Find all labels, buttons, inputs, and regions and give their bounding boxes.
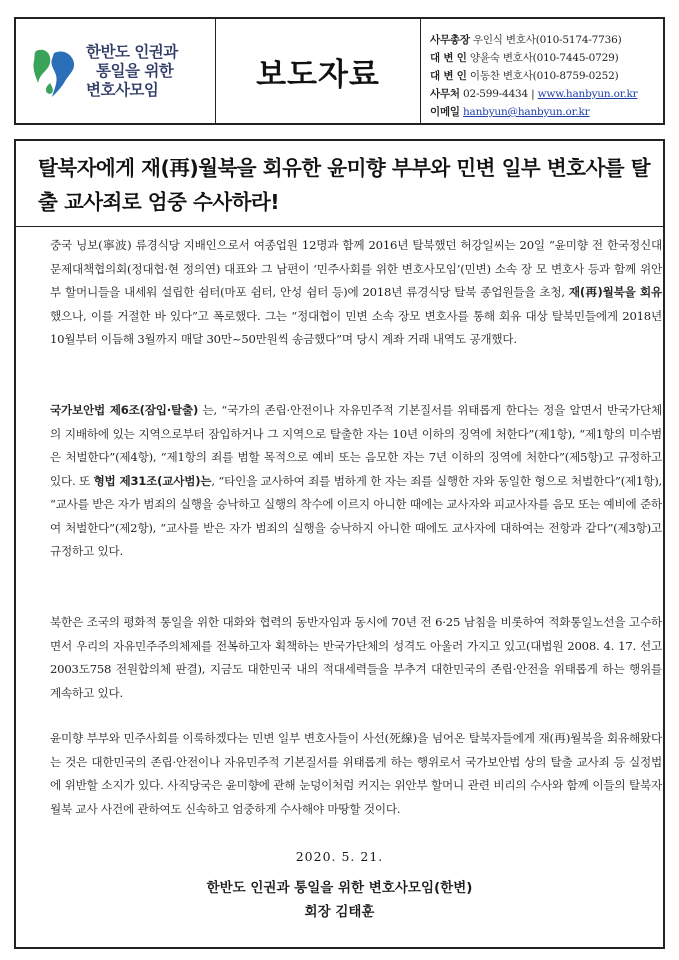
logo-wordmark <box>86 43 178 100</box>
organization-logo <box>16 19 216 123</box>
paragraph-1: 중국 닝보(寧波) 류경식당 지배인으로서 여종업원 12명과 함께 2016년 탈북했던 허강일씨는 20일 “윤미향 전 한국정신대문제대책협의회(정대협·현 정의연) 대표와 그 남편이 ‘민주사회를 위한 변호사모임’(민변) 소속 장 모 변호사 등과 함께 위안부 할머니들을 내세워 설립한 쉼터(마포 쉼터, 안성 쉼터 등)에 2018년 류경식당 탈북 종업원들을 초청, 재(再)월북을 회유했으나, 이를 거절한 바 있다”고 폭로했다. 그는 “정대협이 민변 소속 장모 변호사를 통해 회유 대상 탈북민들에게 2018년 10월부터 이듬해 3월까지 매달 30만~50만원씩 송금했다”며 당시 계좌 거래 내역도 공개했다. <box>50 238 662 346</box>
paragraph-2: 국가보안법 제6조(잠입·탈출) 는, “국가의 존립·안전이나 자유민주적 기본질서를 위태롭게 한다는 정을 알면서 반국가단체의 지배하에 있는 지역으로부터 잠입하거나 그 지역으로 탈출한 자는 10년 이하의 징역에 처한다”(제1항), “제1항의 미수범은 처벌한다”(제4항), “제1항의 죄를 범할 목적으로 예비 또는 음모한 자는 7년 이하의 징역에 처한다”(제5항)고 규정하고 있다. 또 형법 제31조(교사범)는, “타인을 교사하여 죄를 범하게 한 자는 죄를 실행한 자와 동일한 형으로 처벌한다”(제1항), “교사를 받은 자가 범죄의 실행을 승낙하고 실행의 착수에 이르지 아니한 때에는 교사자와 피교사자를 음모 또는 예비에 준하여 처벌한다”(제2항), “교사를 받은 자가 범죄의 실행을 승낙하지 아니한 때에도 교사자에 대하여는 전항과 같다”(제3항)고 규정하고 있다. <box>50 403 662 558</box>
press-header <box>14 17 665 125</box>
press-body <box>14 139 665 949</box>
contact-row: 사무총장 우인식 변호사(010-5174-7736) <box>430 34 622 46</box>
email-row: 이메일 hanbyun@hanbyun.or.kr <box>430 106 590 118</box>
representative: 회장 김태훈 <box>304 904 375 920</box>
office-row: 사무처 02-599-4434 | www.hanbyun.or.kr <box>430 88 638 100</box>
website-link[interactable]: www.hanbyun.or.kr <box>537 88 638 100</box>
contact-info <box>421 19 663 123</box>
doc-type-cell <box>216 19 421 123</box>
paragraph-4: 윤미향 부부와 민주사회를 이룩하겠다는 민변 일부 변호사들이 사선(死線)을 넘어온 탈북자들에게 재(再)월북을 회유해왔다는 것은 대한민국의 존립·안전이나 자유민주적 기본질서를 위태롭게 하는 행위로서 국가보안법 상의 탈출 교사죄 등 실정법에 위반할 소지가 있다. 사직당국은 윤미향에 관해 눈덩이처럼 커지는 위안부 할머니 관련 비리의 수사와 함께 이들의 탈북자 월북 교사 사건에 관하여도 신속하고 엄중하게 수사해야 마땅할 것이다. <box>50 731 662 816</box>
organization-name: 한반도 인권과 통일을 위한 변호사모임(한변) <box>206 880 473 896</box>
contact-row: 대 변 인 양윤숙 변호사(010-7445-0729) <box>430 52 619 64</box>
contact-row: 대 변 인 이동찬 변호사(010-8759-0252) <box>430 70 619 82</box>
email-link[interactable]: hanbyun@hanbyun.or.kr <box>462 106 590 118</box>
paragraph-3: 북한은 조국의 평화적 통일을 위한 대화와 협력의 동반자임과 동시에 70년 전 6·25 남침을 비롯하여 적화통일노선을 고수하면서 우리의 자유민주주의체제를 전복하고자 획책하는 반국가단체의 성격도 아울러 가지고 있고(대법원 2008. 4. 17. 선고 2003도758 전원합의체 판결), 지금도 대한민국 내의 적대세력들을 부추겨 대한민국의 존립·안전을 위태롭게 하는 행위를 계속하고 있다. <box>50 615 662 700</box>
logo-line-2: 통일을 위한 <box>96 61 174 80</box>
doc-type-title: 보도자료 <box>256 56 380 93</box>
logo-line-1: 한반도 인권과 <box>86 42 178 61</box>
release-date: 2020. 5. 21. <box>295 849 384 864</box>
logo-line-3: 변호사모임 <box>86 80 159 99</box>
headline: 탈북자에게 재(再)월북을 회유한 윤미향 부부와 민변 일부 변호사를 탈출 교사죄로 엄중 수사하라! <box>38 156 651 214</box>
korean-peninsula-logo-icon <box>30 43 82 99</box>
headline-divider <box>16 226 663 227</box>
